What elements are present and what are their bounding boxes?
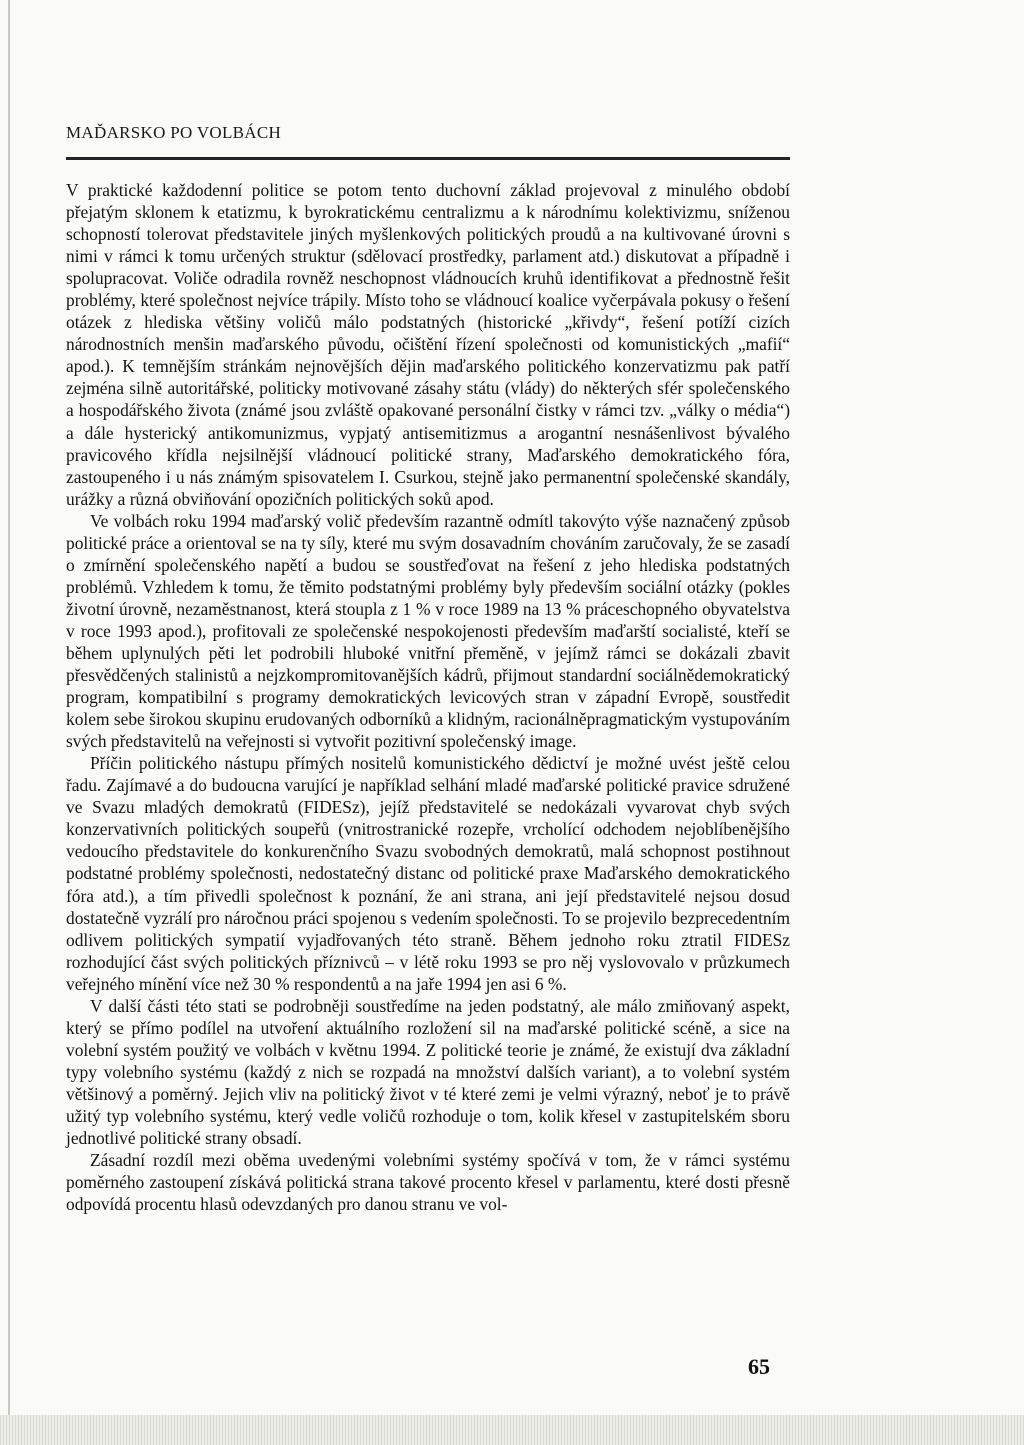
- paragraph: Příčin politického nástupu přímých nositelů komunistického dědictví je možné uvést ještě celou řadu. Zajímavé a do budoucna varující je například selhání mladé maďarské politické pravice sdružené ve Svazu mladých demokratů (FIDESz), jejíž představitelé se nedokázali vyvarovat chyb svých konzervativních politických soupeřů (vnitrostranické rozepře, vrcholící odchodem nejoblíbenějšího vedoucího představitele do konkurenčního Svazu svobodných demokratů, malá schopnost postihnout podstatné problémy společnosti, nedostatečný distanc od politické praxe Maďarského demokratického fóra atd.), a tím přivedli společnost k poznání, že ani strana, ani její představitelé nejsou dosud dostatečně vyzrálí pro náročnou práci spojenou s vedením společnosti. To se projevilo bezprecedentním odlivem politických sympatií vyjadřovaných této straně. Během jednoho roku ztratil FIDESz rozhodující část svých politických příznivců – v létě roku 1993 se pro něj vyslovovalo v průzkumech veřejného mínění více než 30 % respondentů a na jaře 1994 jen asi 6 %.: [66, 753, 790, 994]
- scan-bottom-edge: [0, 1415, 1024, 1445]
- paragraph: V další části této stati se podrobněji soustředíme na jeden podstatný, ale málo zmiňovaný aspekt, který se přímo podílel na utvoření aktuálního rozložení sil na maďarské politické scéně, a sice na volební systém použitý ve volbách v květnu 1994. Z politické teorie je známé, že existují dva základní typy volebního systému (každý z nich se rozpadá na množství dalších variant), a to volební systém většinový a poměrný. Jejich vliv na politický život v té které zemi je velmi výrazný, neboť je to právě užitý typ volebního systému, který vedle voličů rozhoduje o tom, kolik křesel v zastupitelském sboru jednotlivé politické strany obsadí.: [66, 995, 790, 1149]
- header-rule: [66, 157, 790, 160]
- running-head: MAĎARSKO PO VOLBÁCH: [66, 123, 282, 142]
- paragraph: Ve volbách roku 1994 maďarský volič především razantně odmítl takovýto výše naznačený způsob politické práce a orientoval se na ty síly, které mu svým dosavadním chováním zaručovaly, že se zasadí o zmírnění společenského napětí a budou se soustřeďovat na řešení z jeho hlediska podstatných problémů. Vzhledem k tomu, že těmito podstatnými problémy byly především sociální otázky (pokles životní úrovně, nezaměstnanost, která stoupla z 1 % v roce 1989 na 13 % práceschopného obyvatelstva v roce 1993 apod.), profitovali ze společenské nespokojenosti především maďarští socialisté, kteří se během uplynulých pěti let podrobili hluboké vnitřní přeměně, v jejímž rámci se dokázali zbavit přesvědčených stalinistů a nejzkompromitovanějších kádrů, přijmout standardní sociálnědemokratický program, kompatibilní s programy demokratických levicových stran v západní Evropě, soustředit kolem sebe širokou skupinu erudovaných odborníků a klidným, racionálněpragmatickým vystupováním svých představitelů na veřejnosti si vytvořit pozitivní společenský image.: [66, 510, 790, 752]
- scan-left-edge: [8, 0, 10, 1445]
- paragraph: Zásadní rozdíl mezi oběma uvedenými volebními systémy spočívá v tom, že v rámci systému poměrného zastoupení získává politická strana takové procento křesel v parlamentu, které dosti přesně odpovídá procentu hlasů odevzdaných pro danou stranu ve vol-: [66, 1150, 790, 1215]
- body-text: [66, 179, 790, 1215]
- page-number: 65: [748, 1354, 770, 1379]
- paragraph: V praktické každodenní politice se potom tento duchovní základ projevoval z minulého období přejatým sklonem k etatizmu, k byrokratickému centralizmu a k národnímu kolektivizmu, sníženou schopností tolerovat představitele jiných myšlenkových politických proudů a na kultivované úrovni s nimi v rámci k tomu určených struktur (sdělovací prostředky, parlament atd.) diskutovat a případně i spolupracovat. Voliče odradila rovněž neschopnost vládnoucích kruhů identifikovat a přednostně řešit problémy, které společnost nejvíce trápily. Místo toho se vládnoucí koalice vyčerpávala pokusy o řešení otázek z hlediska většiny voličů málo podstatných (historické „křivdy“, řešení potíží cizích národnostních menšin maďarského původu, očištění řízení společnosti od komunistických „mafií“ apod.). K temnějším stránkám nejnovějších dějin maďarského politického konzervatizmu pak patří zejména silně autoritářské, politicky motivované zásahy státu (vlády) do některých sfér společenského a hospodářského života (známé jsou zvláště opakované personální čistky v rámci tzv. „války o média“) a dále hysterický antikomunizmus, vypjatý antisemitizmus a arogantní nesnášenlivost bývalého pravicového křídla nejsilnější vládnoucí politické strany, Maďarského demokratického fóra, zastoupeného i u nás známým spisovatelem I. Csurkou, stejně jako permanentní společenské skandály, urážky a různá obviňování opozičních politických soků apod.: [66, 180, 790, 509]
